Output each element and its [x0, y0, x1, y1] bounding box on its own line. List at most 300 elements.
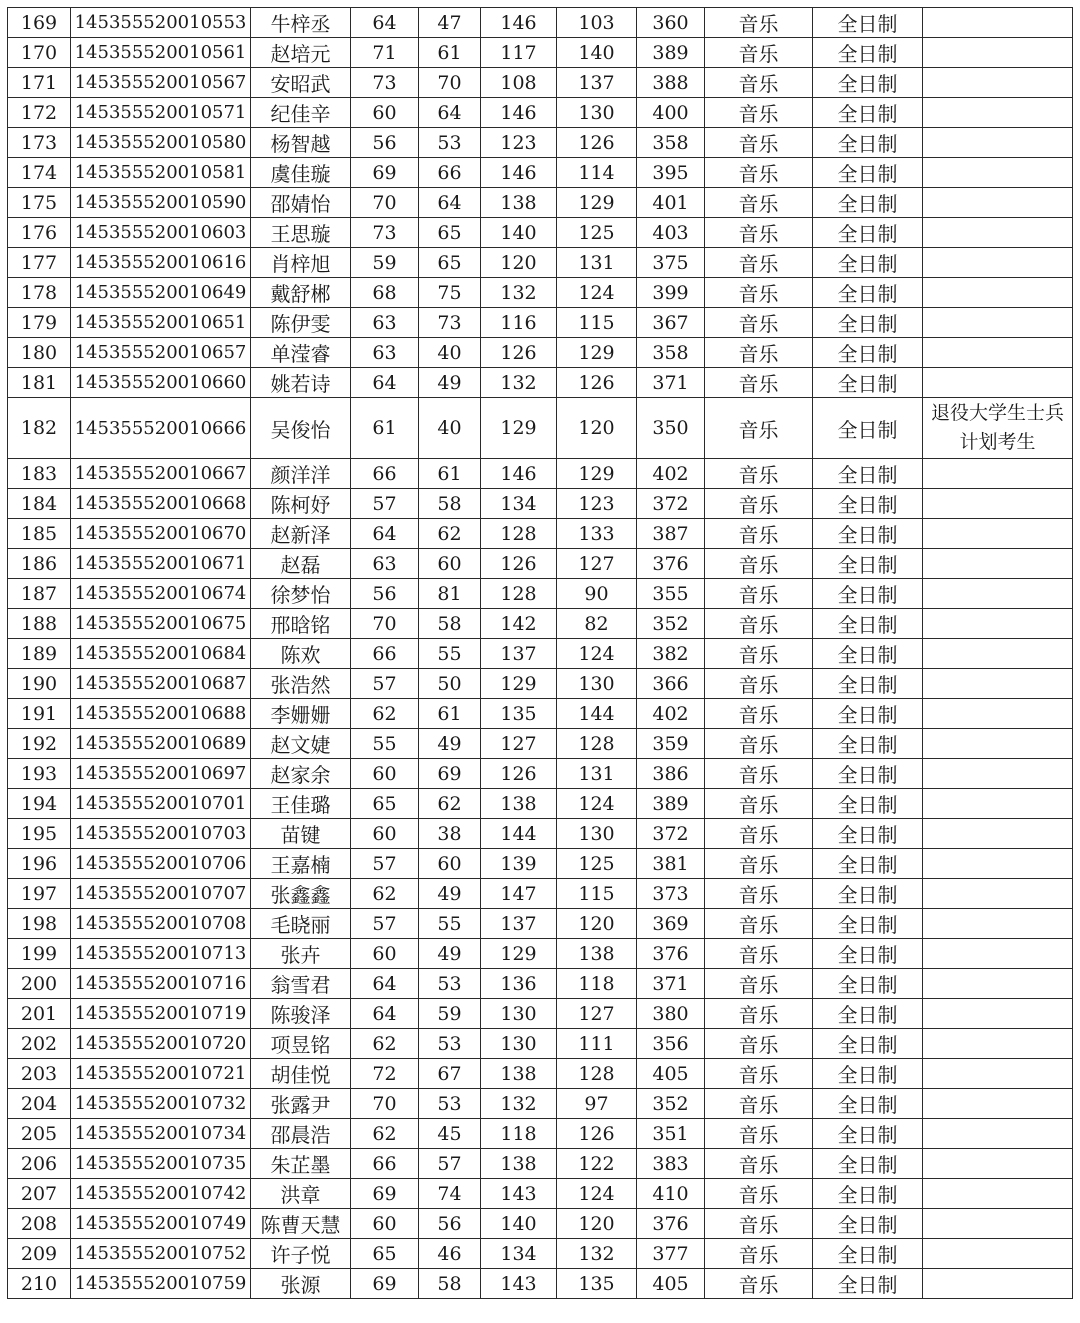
candidate-name-cell: 陈伊雯: [251, 308, 351, 338]
table-row: [8, 188, 1073, 218]
score-politics-cell: 62: [351, 879, 419, 909]
candidate-name-cell: 张鑫鑫: [251, 879, 351, 909]
major-cell: 音乐: [705, 1149, 813, 1179]
row-number-cell: 176: [8, 218, 71, 248]
study-mode-cell: 全日制: [813, 579, 923, 609]
score-subject-two-cell: 120: [557, 1209, 637, 1239]
row-number-cell: 169: [8, 8, 71, 38]
score-subject-one-cell: 140: [481, 218, 557, 248]
major-cell: 音乐: [705, 8, 813, 38]
score-foreign-language-cell: 45: [419, 1119, 481, 1149]
study-mode-cell: 全日制: [813, 639, 923, 669]
score-subject-one-cell: 146: [481, 8, 557, 38]
row-number-cell: 207: [8, 1179, 71, 1209]
score-politics-cell: 57: [351, 669, 419, 699]
study-mode-cell: 全日制: [813, 1089, 923, 1119]
remark-cell: [923, 639, 1073, 669]
candidate-name-cell: 赵磊: [251, 549, 351, 579]
remark-cell: [923, 609, 1073, 639]
score-subject-two-cell: 82: [557, 609, 637, 639]
study-mode-cell: 全日制: [813, 669, 923, 699]
score-politics-cell: 66: [351, 639, 419, 669]
score-subject-two-cell: 144: [557, 699, 637, 729]
score-foreign-language-cell: 62: [419, 519, 481, 549]
table-row: [8, 1089, 1073, 1119]
score-subject-two-cell: 123: [557, 489, 637, 519]
score-politics-cell: 68: [351, 278, 419, 308]
candidate-id-cell: 145355520010603: [71, 218, 251, 248]
table-row: [8, 1239, 1073, 1269]
remark-cell: [923, 939, 1073, 969]
candidate-id-cell: 145355520010721: [71, 1059, 251, 1089]
row-number-cell: 197: [8, 879, 71, 909]
table-row: [8, 849, 1073, 879]
total-score-cell: 399: [637, 278, 705, 308]
table-row: [8, 158, 1073, 188]
row-number-cell: 193: [8, 759, 71, 789]
candidate-name-cell: 牛梓丞: [251, 8, 351, 38]
remark-cell: [923, 248, 1073, 278]
score-subject-one-cell: 146: [481, 98, 557, 128]
score-subject-two-cell: 130: [557, 819, 637, 849]
total-score-cell: 350: [637, 398, 705, 459]
major-cell: 音乐: [705, 999, 813, 1029]
study-mode-cell: 全日制: [813, 939, 923, 969]
score-politics-cell: 64: [351, 368, 419, 398]
score-subject-two-cell: 115: [557, 308, 637, 338]
score-subject-one-cell: 129: [481, 398, 557, 459]
candidate-name-cell: 邵婧怡: [251, 188, 351, 218]
candidate-id-cell: 145355520010657: [71, 338, 251, 368]
score-subject-two-cell: 128: [557, 1059, 637, 1089]
study-mode-cell: 全日制: [813, 459, 923, 489]
score-politics-cell: 73: [351, 218, 419, 248]
total-score-cell: 371: [637, 368, 705, 398]
remark-cell: [923, 278, 1073, 308]
candidate-id-cell: 145355520010670: [71, 519, 251, 549]
study-mode-cell: 全日制: [813, 879, 923, 909]
score-subject-one-cell: 127: [481, 729, 557, 759]
remark-cell: [923, 789, 1073, 819]
candidate-id-cell: 145355520010720: [71, 1029, 251, 1059]
remark-cell: [923, 308, 1073, 338]
score-foreign-language-cell: 40: [419, 398, 481, 459]
major-cell: 音乐: [705, 278, 813, 308]
score-subject-one-cell: 140: [481, 1209, 557, 1239]
total-score-cell: 380: [637, 999, 705, 1029]
study-mode-cell: 全日制: [813, 759, 923, 789]
candidate-name-cell: 徐梦怡: [251, 579, 351, 609]
candidate-name-cell: 王思璇: [251, 218, 351, 248]
table-row: [8, 1209, 1073, 1239]
table-row: [8, 218, 1073, 248]
total-score-cell: 371: [637, 969, 705, 999]
score-subject-one-cell: 137: [481, 639, 557, 669]
table-row: [8, 338, 1073, 368]
study-mode-cell: 全日制: [813, 609, 923, 639]
score-foreign-language-cell: 53: [419, 128, 481, 158]
major-cell: 音乐: [705, 519, 813, 549]
score-foreign-language-cell: 61: [419, 459, 481, 489]
major-cell: 音乐: [705, 729, 813, 759]
candidate-id-cell: 145355520010716: [71, 969, 251, 999]
score-subject-one-cell: 137: [481, 909, 557, 939]
score-subject-two-cell: 124: [557, 1179, 637, 1209]
score-subject-two-cell: 128: [557, 729, 637, 759]
score-subject-one-cell: 129: [481, 939, 557, 969]
candidate-id-cell: 145355520010571: [71, 98, 251, 128]
candidate-name-cell: 肖梓旭: [251, 248, 351, 278]
score-subject-one-cell: 143: [481, 1269, 557, 1299]
score-subject-two-cell: 90: [557, 579, 637, 609]
score-subject-two-cell: 120: [557, 398, 637, 459]
table-row: [8, 1059, 1073, 1089]
candidate-id-cell: 145355520010735: [71, 1149, 251, 1179]
study-mode-cell: 全日制: [813, 338, 923, 368]
major-cell: 音乐: [705, 1089, 813, 1119]
score-foreign-language-cell: 61: [419, 38, 481, 68]
table-row: [8, 669, 1073, 699]
candidate-id-cell: 145355520010668: [71, 489, 251, 519]
major-cell: 音乐: [705, 939, 813, 969]
candidate-name-cell: 陈骏泽: [251, 999, 351, 1029]
score-subject-one-cell: 147: [481, 879, 557, 909]
row-number-cell: 189: [8, 639, 71, 669]
score-foreign-language-cell: 38: [419, 819, 481, 849]
table-row: [8, 639, 1073, 669]
score-politics-cell: 56: [351, 128, 419, 158]
score-politics-cell: 57: [351, 489, 419, 519]
score-politics-cell: 60: [351, 98, 419, 128]
table-row: [8, 278, 1073, 308]
candidate-name-cell: 王嘉楠: [251, 849, 351, 879]
study-mode-cell: 全日制: [813, 519, 923, 549]
candidate-id-cell: 145355520010667: [71, 459, 251, 489]
score-foreign-language-cell: 49: [419, 939, 481, 969]
remark-cell: [923, 849, 1073, 879]
row-number-cell: 190: [8, 669, 71, 699]
score-table: [7, 7, 1073, 1299]
major-cell: 音乐: [705, 639, 813, 669]
candidate-name-cell: 苗键: [251, 819, 351, 849]
remark-cell: [923, 218, 1073, 248]
score-subject-two-cell: 115: [557, 879, 637, 909]
study-mode-cell: 全日制: [813, 128, 923, 158]
score-foreign-language-cell: 46: [419, 1239, 481, 1269]
candidate-name-cell: 颜洋洋: [251, 459, 351, 489]
score-subject-two-cell: 131: [557, 248, 637, 278]
table-row: [8, 128, 1073, 158]
score-foreign-language-cell: 59: [419, 999, 481, 1029]
major-cell: 音乐: [705, 669, 813, 699]
total-score-cell: 372: [637, 489, 705, 519]
score-foreign-language-cell: 75: [419, 278, 481, 308]
score-politics-cell: 71: [351, 38, 419, 68]
remark-cell: [923, 1089, 1073, 1119]
candidate-id-cell: 145355520010553: [71, 8, 251, 38]
study-mode-cell: 全日制: [813, 98, 923, 128]
table-row: [8, 729, 1073, 759]
remark-cell: [923, 999, 1073, 1029]
study-mode-cell: 全日制: [813, 158, 923, 188]
total-score-cell: 387: [637, 519, 705, 549]
study-mode-cell: 全日制: [813, 368, 923, 398]
table-row: [8, 939, 1073, 969]
remark-cell: [923, 68, 1073, 98]
table-row: [8, 368, 1073, 398]
score-subject-two-cell: 125: [557, 849, 637, 879]
study-mode-cell: 全日制: [813, 1179, 923, 1209]
score-politics-cell: 60: [351, 1209, 419, 1239]
score-subject-two-cell: 127: [557, 549, 637, 579]
remark-cell: [923, 549, 1073, 579]
row-number-cell: 200: [8, 969, 71, 999]
score-subject-two-cell: 130: [557, 98, 637, 128]
total-score-cell: 410: [637, 1179, 705, 1209]
score-foreign-language-cell: 64: [419, 188, 481, 218]
candidate-name-cell: 项昱铭: [251, 1029, 351, 1059]
score-politics-cell: 73: [351, 68, 419, 98]
score-foreign-language-cell: 58: [419, 609, 481, 639]
major-cell: 音乐: [705, 819, 813, 849]
major-cell: 音乐: [705, 98, 813, 128]
row-number-cell: 204: [8, 1089, 71, 1119]
table-row: [8, 398, 1073, 459]
row-number-cell: 171: [8, 68, 71, 98]
score-politics-cell: 60: [351, 819, 419, 849]
major-cell: 音乐: [705, 1059, 813, 1089]
study-mode-cell: 全日制: [813, 248, 923, 278]
score-subject-two-cell: 124: [557, 639, 637, 669]
total-score-cell: 405: [637, 1269, 705, 1299]
score-subject-two-cell: 124: [557, 278, 637, 308]
candidate-id-cell: 145355520010649: [71, 278, 251, 308]
score-subject-two-cell: 126: [557, 1119, 637, 1149]
candidate-id-cell: 145355520010752: [71, 1239, 251, 1269]
row-number-cell: 201: [8, 999, 71, 1029]
study-mode-cell: 全日制: [813, 188, 923, 218]
candidate-name-cell: 翁雪君: [251, 969, 351, 999]
score-politics-cell: 56: [351, 579, 419, 609]
score-subject-one-cell: 139: [481, 849, 557, 879]
candidate-id-cell: 145355520010697: [71, 759, 251, 789]
score-foreign-language-cell: 53: [419, 969, 481, 999]
score-foreign-language-cell: 55: [419, 909, 481, 939]
remark-cell: [923, 1059, 1073, 1089]
remark-cell: [923, 1209, 1073, 1239]
score-subject-one-cell: 134: [481, 489, 557, 519]
score-subject-one-cell: 134: [481, 1239, 557, 1269]
row-number-cell: 182: [8, 398, 71, 459]
candidate-id-cell: 145355520010749: [71, 1209, 251, 1239]
total-score-cell: 389: [637, 38, 705, 68]
remark-cell: [923, 459, 1073, 489]
candidate-name-cell: 赵培元: [251, 38, 351, 68]
candidate-name-cell: 陈欢: [251, 639, 351, 669]
score-foreign-language-cell: 40: [419, 338, 481, 368]
score-subject-two-cell: 126: [557, 368, 637, 398]
remark-cell: [923, 38, 1073, 68]
remark-cell: [923, 1029, 1073, 1059]
score-foreign-language-cell: 69: [419, 759, 481, 789]
candidate-id-cell: 145355520010666: [71, 398, 251, 459]
score-subject-one-cell: 117: [481, 38, 557, 68]
total-score-cell: 383: [637, 1149, 705, 1179]
major-cell: 音乐: [705, 38, 813, 68]
score-politics-cell: 66: [351, 1149, 419, 1179]
candidate-name-cell: 陈曹天慧: [251, 1209, 351, 1239]
score-subject-two-cell: 114: [557, 158, 637, 188]
study-mode-cell: 全日制: [813, 308, 923, 338]
score-politics-cell: 55: [351, 729, 419, 759]
score-politics-cell: 60: [351, 759, 419, 789]
major-cell: 音乐: [705, 338, 813, 368]
total-score-cell: 367: [637, 308, 705, 338]
table-row: [8, 8, 1073, 38]
remark-cell: [923, 879, 1073, 909]
study-mode-cell: 全日制: [813, 1029, 923, 1059]
remark-cell: [923, 368, 1073, 398]
score-subject-two-cell: 103: [557, 8, 637, 38]
total-score-cell: 356: [637, 1029, 705, 1059]
score-politics-cell: 70: [351, 1089, 419, 1119]
score-foreign-language-cell: 50: [419, 669, 481, 699]
score-subject-two-cell: 133: [557, 519, 637, 549]
score-politics-cell: 64: [351, 519, 419, 549]
score-subject-one-cell: 120: [481, 248, 557, 278]
total-score-cell: 376: [637, 1209, 705, 1239]
total-score-cell: 352: [637, 1089, 705, 1119]
row-number-cell: 180: [8, 338, 71, 368]
total-score-cell: 395: [637, 158, 705, 188]
candidate-id-cell: 145355520010707: [71, 879, 251, 909]
score-politics-cell: 64: [351, 969, 419, 999]
score-subject-two-cell: 122: [557, 1149, 637, 1179]
remark-cell: [923, 188, 1073, 218]
table-row: [8, 1179, 1073, 1209]
total-score-cell: 376: [637, 939, 705, 969]
score-politics-cell: 62: [351, 1029, 419, 1059]
score-subject-one-cell: 108: [481, 68, 557, 98]
candidate-id-cell: 145355520010732: [71, 1089, 251, 1119]
candidate-name-cell: 安昭武: [251, 68, 351, 98]
score-subject-two-cell: 127: [557, 999, 637, 1029]
candidate-id-cell: 145355520010719: [71, 999, 251, 1029]
major-cell: 音乐: [705, 128, 813, 158]
row-number-cell: 203: [8, 1059, 71, 1089]
score-foreign-language-cell: 62: [419, 789, 481, 819]
table-row: [8, 519, 1073, 549]
row-number-cell: 183: [8, 459, 71, 489]
row-number-cell: 194: [8, 789, 71, 819]
score-subject-two-cell: 126: [557, 128, 637, 158]
row-number-cell: 195: [8, 819, 71, 849]
score-foreign-language-cell: 70: [419, 68, 481, 98]
remark-cell: [923, 519, 1073, 549]
candidate-name-cell: 赵文婕: [251, 729, 351, 759]
score-subject-one-cell: 132: [481, 368, 557, 398]
remark-cell: [923, 1179, 1073, 1209]
score-subject-one-cell: 128: [481, 579, 557, 609]
score-subject-one-cell: 118: [481, 1119, 557, 1149]
candidate-id-cell: 145355520010701: [71, 789, 251, 819]
score-subject-one-cell: 138: [481, 188, 557, 218]
score-subject-two-cell: 137: [557, 68, 637, 98]
candidate-id-cell: 145355520010759: [71, 1269, 251, 1299]
score-foreign-language-cell: 47: [419, 8, 481, 38]
table-row: [8, 308, 1073, 338]
table-row: [8, 969, 1073, 999]
candidate-id-cell: 145355520010688: [71, 699, 251, 729]
candidate-id-cell: 145355520010687: [71, 669, 251, 699]
score-foreign-language-cell: 65: [419, 248, 481, 278]
major-cell: 音乐: [705, 1119, 813, 1149]
row-number-cell: 175: [8, 188, 71, 218]
candidate-name-cell: 纪佳辛: [251, 98, 351, 128]
score-subject-two-cell: 111: [557, 1029, 637, 1059]
score-subject-one-cell: 146: [481, 459, 557, 489]
major-cell: 音乐: [705, 1029, 813, 1059]
major-cell: 音乐: [705, 248, 813, 278]
study-mode-cell: 全日制: [813, 909, 923, 939]
major-cell: 音乐: [705, 909, 813, 939]
total-score-cell: 400: [637, 98, 705, 128]
row-number-cell: 174: [8, 158, 71, 188]
score-subject-one-cell: 132: [481, 1089, 557, 1119]
score-sheet: [7, 7, 1073, 1299]
score-subject-two-cell: 129: [557, 338, 637, 368]
score-subject-two-cell: 129: [557, 188, 637, 218]
major-cell: 音乐: [705, 969, 813, 999]
total-score-cell: 352: [637, 609, 705, 639]
score-subject-two-cell: 135: [557, 1269, 637, 1299]
candidate-id-cell: 145355520010561: [71, 38, 251, 68]
table-row: [8, 759, 1073, 789]
score-subject-one-cell: 138: [481, 789, 557, 819]
candidate-id-cell: 145355520010713: [71, 939, 251, 969]
table-row: [8, 819, 1073, 849]
score-subject-two-cell: 140: [557, 38, 637, 68]
total-score-cell: 377: [637, 1239, 705, 1269]
score-politics-cell: 69: [351, 1179, 419, 1209]
row-number-cell: 177: [8, 248, 71, 278]
candidate-id-cell: 145355520010671: [71, 549, 251, 579]
score-subject-one-cell: 142: [481, 609, 557, 639]
score-subject-one-cell: 116: [481, 308, 557, 338]
remark-cell: [923, 1269, 1073, 1299]
total-score-cell: 358: [637, 128, 705, 158]
score-politics-cell: 69: [351, 1269, 419, 1299]
study-mode-cell: 全日制: [813, 8, 923, 38]
score-politics-cell: 64: [351, 999, 419, 1029]
candidate-name-cell: 王佳璐: [251, 789, 351, 819]
total-score-cell: 401: [637, 188, 705, 218]
score-subject-one-cell: 126: [481, 549, 557, 579]
total-score-cell: 386: [637, 759, 705, 789]
study-mode-cell: 全日制: [813, 789, 923, 819]
candidate-id-cell: 145355520010703: [71, 819, 251, 849]
total-score-cell: 382: [637, 639, 705, 669]
score-subject-one-cell: 129: [481, 669, 557, 699]
candidate-name-cell: 单滢睿: [251, 338, 351, 368]
candidate-id-cell: 145355520010660: [71, 368, 251, 398]
score-foreign-language-cell: 56: [419, 1209, 481, 1239]
remark-cell: [923, 338, 1073, 368]
major-cell: 音乐: [705, 699, 813, 729]
score-politics-cell: 62: [351, 1119, 419, 1149]
candidate-name-cell: 陈柯妤: [251, 489, 351, 519]
major-cell: 音乐: [705, 759, 813, 789]
